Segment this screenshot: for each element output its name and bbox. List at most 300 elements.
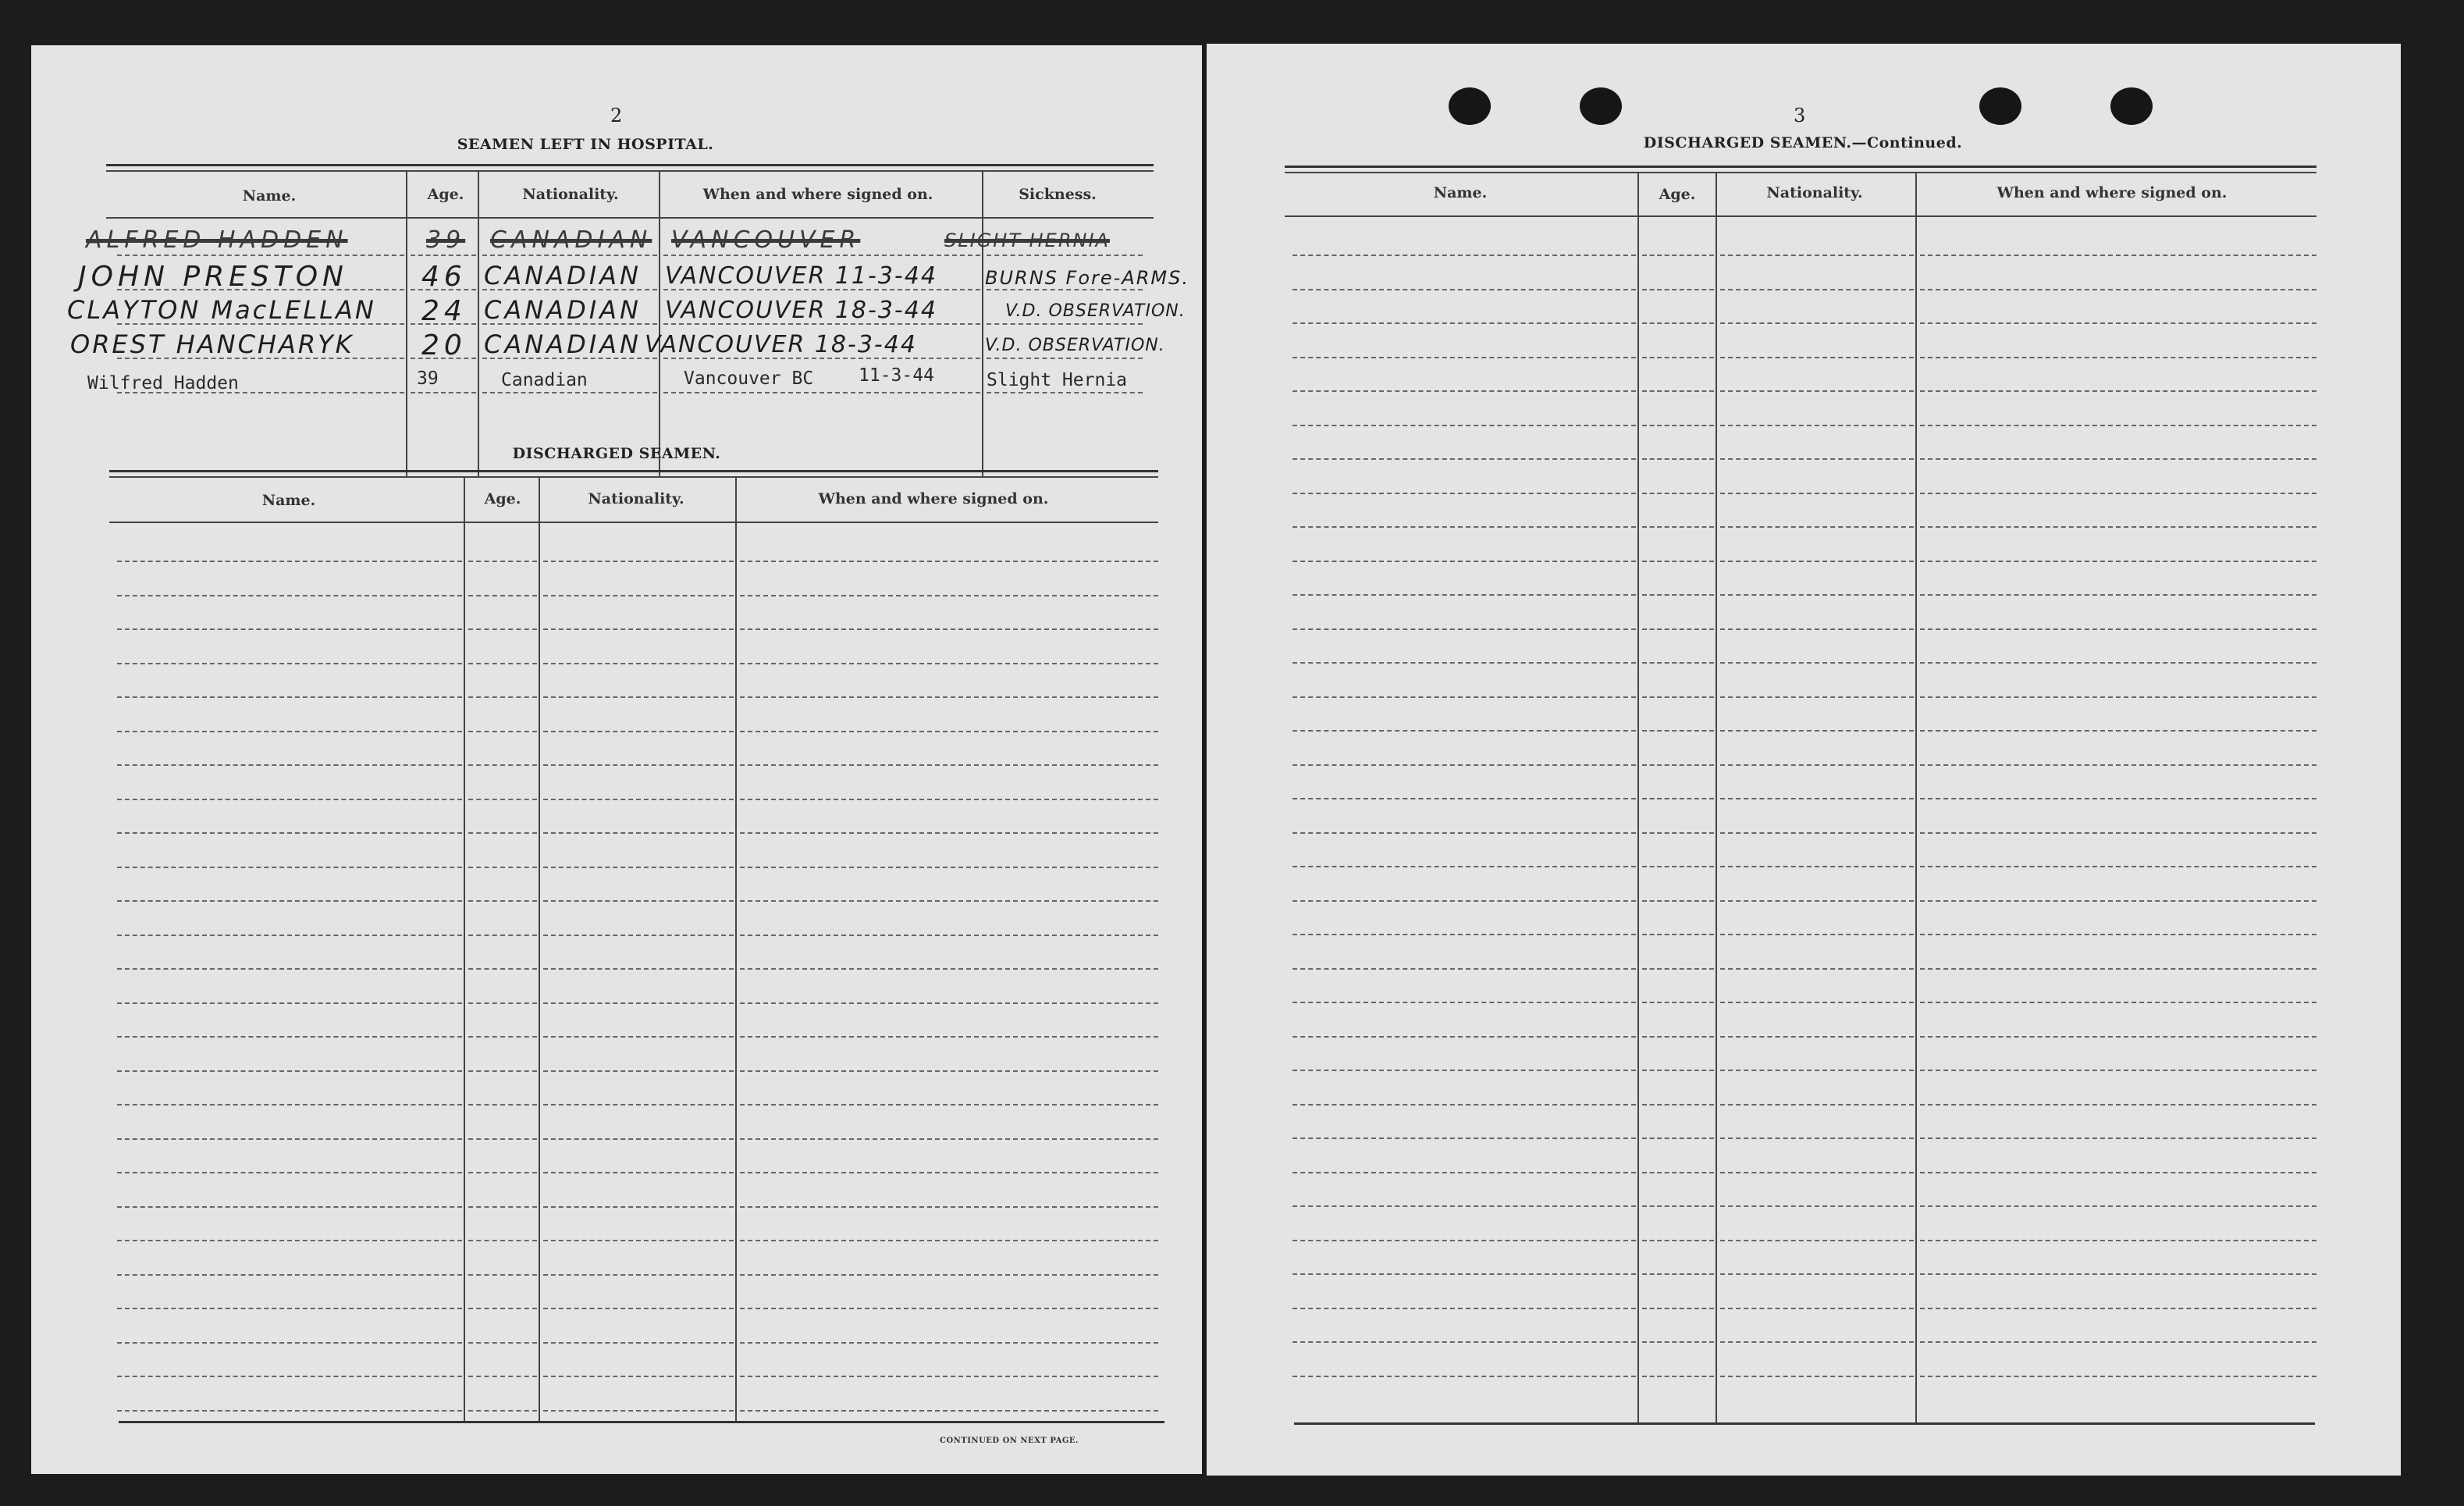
row-line [543,935,734,936]
row-line [1720,289,1914,290]
row-line [1920,561,2316,562]
row-line [1720,357,1914,358]
row-line [740,561,1158,562]
row-line [1292,425,1636,426]
row-line [1920,322,2316,324]
row-line [1642,798,1714,799]
struck-age: 39 [426,226,466,254]
row-line [1292,764,1636,766]
row-line [740,935,1158,936]
row-line [543,900,734,902]
row-line [117,392,404,393]
row-line [1642,561,1714,562]
row-line [1720,730,1914,732]
row-line [1292,1240,1636,1241]
row-line [482,358,657,359]
row-line [1292,1172,1636,1173]
row-line [1720,1376,1914,1377]
row-line [468,1206,537,1208]
row-line [740,731,1158,732]
row-line [663,358,980,359]
row-line [543,1240,734,1241]
row-line [117,1036,462,1038]
row-line [1642,1104,1714,1105]
struck-name: ALFRED HADDEN [86,226,348,254]
row-line [1920,1205,2316,1207]
row-line [117,1274,462,1276]
row-line [1720,425,1914,426]
row-line [1720,1205,1914,1207]
row-line [543,1376,734,1377]
typed-nationality: Canadian [501,370,588,390]
row-line [543,561,734,562]
row-line [1292,730,1636,732]
row-line [117,561,462,562]
crew-sickness: V.D. OBSERVATION. [985,336,1165,355]
column-divider [539,478,540,1421]
rule [109,522,1158,523]
row-line [1292,1002,1636,1003]
row-line [117,731,462,732]
row-line [117,832,462,834]
row-line [1720,1240,1914,1241]
rule [1285,172,2316,173]
row-line [468,832,537,834]
column-divider [1637,173,1639,1422]
row-line [468,1376,537,1377]
row-line [468,731,537,732]
row-line [482,392,657,393]
row-line [1720,1036,1914,1038]
column-divider [735,478,737,1421]
crew-nationality: CANADIAN [484,329,642,359]
row-line [1920,1070,2316,1071]
typed-sickness: Slight Hernia [987,370,1128,390]
row-line [1642,1308,1714,1309]
row-line [1292,255,1636,256]
row-line [1292,696,1636,698]
row-line [1920,662,2316,664]
row-line [1642,934,1714,935]
row-line [1292,1104,1636,1105]
row-line [543,628,734,630]
row-line [411,255,476,256]
column-header-nationality: Nationality. [1766,184,1863,201]
row-line [1642,628,1714,630]
row-line [1292,390,1636,392]
row-line [1642,255,1714,256]
row-line [1292,628,1636,630]
row-line [117,1002,462,1004]
row-line [468,900,537,902]
row-line [1920,289,2316,290]
row-line [1642,1273,1714,1275]
column-header-sickness: Sickness. [1019,186,1097,203]
row-line [1720,866,1914,867]
page-number: 2 [610,105,623,126]
crew-nationality: CANADIAN [484,261,642,290]
crew-name: OREST HANCHARYK [70,329,354,359]
row-line [1642,322,1714,324]
row-line [1720,934,1914,935]
column-header-signed-on: When and where signed on. [818,490,1049,507]
row-line [740,1308,1158,1309]
row-line [117,323,404,325]
crew-nationality: CANADIAN [484,295,642,325]
column-header-name: Name. [1433,184,1488,201]
row-line [543,595,734,596]
row-line [468,935,537,936]
crew-signed-on: VANCOUVER 18-3-44 [665,297,937,324]
row-line [468,1002,537,1004]
row-line [543,1070,734,1072]
row-line [1642,764,1714,766]
row-line [1920,628,2316,630]
row-line [468,1274,537,1276]
row-line [1292,1205,1636,1207]
row-line [740,595,1158,596]
row-line [1920,1376,2316,1377]
row-line [543,1206,734,1208]
column-header-nationality: Nationality. [522,186,619,203]
row-line [117,1172,462,1173]
crew-signed-on: VANCOUVER 18-3-44 [645,331,917,358]
row-line [468,696,537,698]
row-line [543,1274,734,1276]
row-line [117,595,462,596]
typed-age: 39 [417,368,439,389]
column-header-age: Age. [427,186,464,203]
row-line [1920,1273,2316,1275]
column-divider [464,478,465,1421]
row-line [117,1308,462,1309]
row-line [1920,1104,2316,1105]
row-line [482,255,657,256]
row-line [1720,1273,1914,1275]
row-line [468,1070,537,1072]
row-line [1642,1172,1714,1173]
rule [109,470,1158,472]
row-line [740,1104,1158,1105]
row-line [117,799,462,800]
row-line [117,968,462,970]
column-header-nationality: Nationality. [588,490,684,507]
row-line [117,1206,462,1208]
row-line [1920,1172,2316,1173]
row-line [1920,255,2316,256]
row-line [1642,1138,1714,1139]
row-line [740,1206,1158,1208]
row-line [117,1240,462,1241]
row-line [411,392,476,393]
row-line [1720,832,1914,834]
page-number: 3 [1794,105,1806,126]
row-line [1920,832,2316,834]
row-line [468,968,537,970]
row-line [1920,1240,2316,1241]
row-line [1720,255,1914,256]
row-line [1720,1172,1914,1173]
row-line [117,289,404,290]
row-line [740,663,1158,664]
punch-hole [1979,87,2021,125]
row-line [543,764,734,766]
row-line [740,1376,1158,1377]
row-line [1292,662,1636,664]
row-line [1720,1002,1914,1003]
row-line [1292,798,1636,799]
row-line [740,1342,1158,1344]
rule [1285,166,2316,168]
row-line [543,1342,734,1344]
punch-hole [2110,87,2153,125]
row-line [1642,390,1714,392]
row-line [1642,1002,1714,1003]
row-line [117,1342,462,1344]
row-line [987,323,1143,325]
row-line [1292,1341,1636,1343]
row-line [740,1036,1158,1038]
column-divider [1915,173,1917,1422]
crew-sickness: BURNS Fore-ARMS. [985,267,1189,289]
crew-age: 24 [421,295,467,327]
column-divider [1716,173,1717,1422]
column-header-age: Age. [1659,186,1696,203]
row-line [1920,1341,2316,1343]
row-line [1642,662,1714,664]
row-line [1920,390,2316,392]
row-line [543,1104,734,1105]
row-line [740,628,1158,630]
crew-age: 20 [421,329,467,361]
row-line [987,255,1143,256]
row-line [1920,798,2316,799]
row-line [543,731,734,732]
row-line [468,867,537,868]
row-line [1292,900,1636,902]
struck-signed-on: VANCOUVER [671,226,861,254]
rule [1285,215,2316,217]
row-line [543,663,734,664]
right-page [1207,44,2401,1476]
row-line [117,358,404,359]
row-line [1642,1376,1714,1377]
row-line [1292,832,1636,834]
row-line [543,1036,734,1038]
row-line [1920,1138,2316,1139]
row-line [117,628,462,630]
row-line [740,1070,1158,1072]
row-line [1292,493,1636,494]
row-line [543,832,734,834]
row-line [1292,322,1636,324]
row-line [543,1172,734,1173]
punch-hole [1580,87,1622,125]
row-line [482,289,657,290]
row-line [1642,1240,1714,1241]
left-page [31,45,1202,1474]
row-line [468,1240,537,1241]
row-line [543,1410,734,1412]
row-line [1642,696,1714,698]
crew-age: 46 [421,261,467,293]
row-line [1292,289,1636,290]
column-header-name: Name. [261,492,316,509]
row-line [1720,1138,1914,1139]
row-line [1292,1036,1636,1038]
row-line [1292,561,1636,562]
row-line [1642,594,1714,596]
row-line [117,1138,462,1140]
column-divider [406,172,407,476]
punch-hole [1449,87,1491,125]
row-line [117,696,462,698]
row-line [1920,1002,2316,1003]
rule [1294,1422,2315,1425]
row-line [117,1410,462,1412]
typed-date: 11-3-44 [859,365,934,386]
row-line [468,799,537,800]
row-line [740,1274,1158,1276]
row-line [663,289,980,290]
row-line [1720,968,1914,970]
row-line [1292,1308,1636,1309]
struck-nationality: CANADIAN [490,226,652,254]
row-line [468,628,537,630]
row-line [468,1138,537,1140]
column-divider [478,172,479,476]
row-line [740,696,1158,698]
typed-place: Vancouver BC [684,368,814,389]
row-line [1292,594,1636,596]
row-line [411,289,476,290]
row-line [1642,832,1714,834]
row-line [468,1172,537,1173]
row-line [740,1172,1158,1173]
row-line [117,900,462,902]
row-line [117,663,462,664]
row-line [1720,561,1914,562]
row-line [411,358,476,359]
crew-name: JOHN PRESTON [78,261,348,293]
row-line [1292,526,1636,528]
row-line [1720,798,1914,799]
row-line [1292,458,1636,460]
row-line [1642,866,1714,867]
row-line [1642,289,1714,290]
row-line [1920,1308,2316,1309]
row-line [468,595,537,596]
row-line [468,1104,537,1105]
row-line [117,1376,462,1377]
row-line [1720,390,1914,392]
row-line [1920,900,2316,902]
crew-name: CLAYTON MacLELLAN [67,295,376,325]
row-line [468,561,537,562]
row-line [740,764,1158,766]
row-line [740,867,1158,868]
row-line [1720,764,1914,766]
row-line [987,358,1143,359]
row-line [1642,900,1714,902]
row-line [543,799,734,800]
rule [106,217,1154,219]
column-header-name: Name. [242,187,297,205]
row-line [1642,1070,1714,1071]
row-line [740,799,1158,800]
continued-footer: CONTINUED ON NEXT PAGE. [940,1437,1079,1445]
row-line [1642,1205,1714,1207]
hospital-section-title: SEAMEN LEFT IN HOSPITAL. [457,136,714,153]
row-line [117,935,462,936]
row-line [117,255,404,256]
row-line [1720,696,1914,698]
row-line [1642,730,1714,732]
row-line [1920,526,2316,528]
row-line [543,696,734,698]
row-line [1292,934,1636,935]
row-line [468,663,537,664]
row-line [1720,493,1914,494]
row-line [543,1308,734,1309]
row-line [1642,968,1714,970]
row-line [1720,662,1914,664]
row-line [663,255,980,256]
row-line [468,1342,537,1344]
row-line [663,323,980,325]
row-line [1720,1341,1914,1343]
rule [119,1421,1164,1423]
row-line [740,1410,1158,1412]
row-line [1642,425,1714,426]
crew-signed-on: VANCOUVER 11-3-44 [665,262,937,290]
crew-sickness: V.D. OBSERVATION. [1005,301,1186,321]
row-line [1292,1138,1636,1139]
row-line [482,323,657,325]
row-line [1292,1070,1636,1071]
row-line [1720,1308,1914,1309]
row-line [1642,1341,1714,1343]
row-line [468,1308,537,1309]
row-line [740,832,1158,834]
rule [106,170,1154,172]
column-header-signed-on: When and where signed on. [702,186,933,203]
row-line [987,289,1143,290]
row-line [1720,526,1914,528]
row-line [740,1138,1158,1140]
row-line [740,1240,1158,1241]
row-line [987,392,1143,393]
row-line [740,900,1158,902]
row-line [1920,1036,2316,1038]
row-line [1920,458,2316,460]
row-line [543,1138,734,1140]
discharged-section-title: DISCHARGED SEAMEN. [512,445,721,462]
row-line [1920,696,2316,698]
row-line [1920,425,2316,426]
rule [106,164,1154,166]
row-line [1720,628,1914,630]
row-line [117,867,462,868]
page-title: DISCHARGED SEAMEN.—Continued. [1643,134,1963,151]
row-line [468,764,537,766]
row-line [1920,934,2316,935]
row-line [1920,493,2316,494]
row-line [1720,594,1914,596]
row-line [1720,322,1914,324]
row-line [663,392,980,393]
row-line [411,323,476,325]
